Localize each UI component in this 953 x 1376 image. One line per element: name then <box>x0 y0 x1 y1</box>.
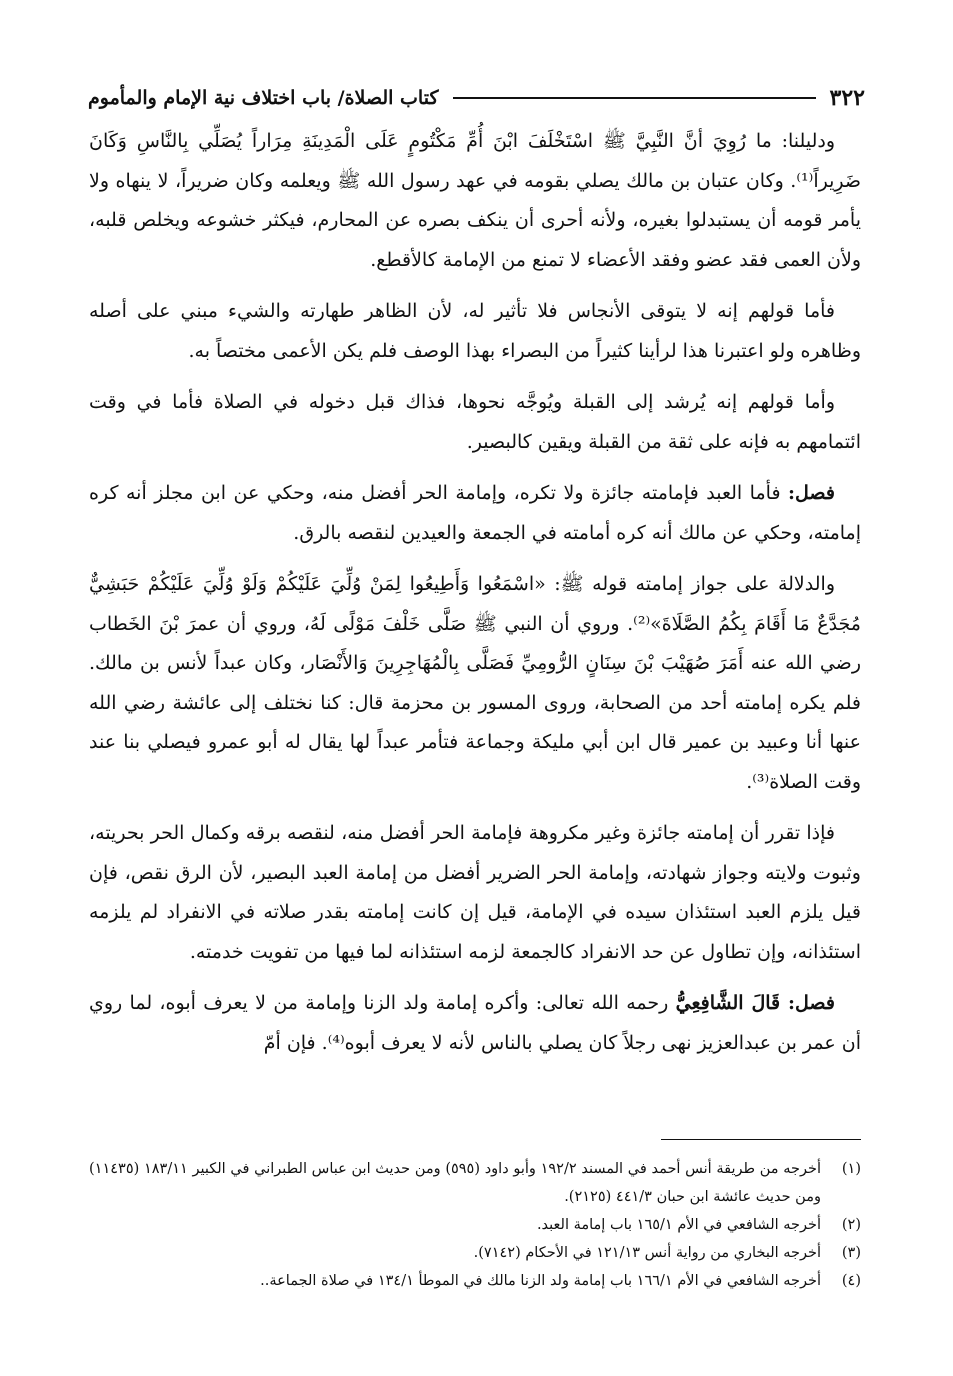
page-header <box>88 78 865 118</box>
paragraph: والدلالة على جواز إمامته قوله ﷺ: «اسْمَعُوا وَأَطِيعُوا لِمَنْ وُلِّيَ عَلَيْكُمْ وَلَوْ وُلِّيَ عَلَيْكُمْ حَبَشِيٌّ مُجَدَّعٌ مَا أَقَامَ بِكُمُ الصَّلَاةَ»⁽²⁾. وروي أن النبي ﷺ صَلَّى خَلْفَ مَوْلًى لَهُ، وروي أن عمرَ بْنَ الخَطاب رضي الله عنه أَمَرَ صُهَيْبَ بْنَ سِنَانٍ الرُّومِيِّ فَصَلَّى بِالْمُهَاجِرِينَ وَالأَنْصَار، وكان عبداً لأنس بن مالك. فلم يكره إمامته أحد من الصحابة، وروى المسور بن محزمة قال: كنا نختلف إلى عائشة رضي الله عنها أنا وعبيد بن عمير قال ابن أبي مليكة وجماعة فتأمر عبداً لها يقال له أبو عمرو فيصلي بنا عند وقت الصلاة⁽³⁾. <box>89 573 861 793</box>
main-text <box>89 122 861 1075</box>
running-title: كتاب الصلاة/ باب اختلاف نية الإمام والمأموم <box>88 87 439 109</box>
section-label: فصل: <box>788 482 835 504</box>
section-paragraph: فصل: فأما العبد فإمامته جائزة ولا تكره، وإمامة الحر أفضل منه، وحكي عن ابن مجلز أنه كره إمامته، وحكي عن مالك أنه كره أمامته في الجمعة والعيدين لنقصه بالرق. <box>89 482 861 544</box>
footnote-separator <box>661 1139 861 1140</box>
section-label: فصل: <box>788 992 835 1014</box>
paragraph: ودليلنا: ما رُوِيَ أنَّ النَّبِيَّ ﷺ اسْتَخْلَفَ ابْنَ أُمِّ مَكْتُومٍ عَلَى الْمَدِينَةِ مِرَاراً يُصَلِّي بِالنَّاسِ وَكَانَ ضَرِيراً⁽¹⁾. وكان عتبان بن مالك يصلي بقومه في عهد رسول الله ﷺ ويعلمه وكان ضريراً، لا ينهاه ولا يأمر قومه أن يستبدلوا بغيره، ولأنه أحرى أن ينكف بصره عن المحارم، فيكثر خشوعه ويخلص قلبه، ولأن العمى فقد عضو وفقد الأعضاء لا تمنع من الإمامة كالأقطع. <box>89 130 861 271</box>
header-rule <box>453 97 816 99</box>
footnote: (٣) أخرجه البخاري من رواية أنس ١٢١/١٣ في الأحكام (٧١٤٢). <box>473 1245 861 1261</box>
section-paragraph: فصل: قَالَ الشَّافِعِيُّ رحمه الله تعالى: وأكره إمامة ولد الزنا وإمامة من لا يعرف أبوه، لما روي أن عمر بن عبدالعزيز نهى رجلاً كان يصلي بالناس لأنه لا يعرف أبوه⁽⁴⁾. فإن أمّ <box>89 992 861 1054</box>
footnote: (٢) أخرجه الشافعي في الأم ١٦٥/١ باب إمامة العبد. <box>536 1217 861 1233</box>
paragraph: فإذا تقرر أن إمامته جائزة وغير مكروهة فإمامة الحر أفضل منه، لنقصه برقه وكمال الحر بحريته، وثبوت ولايته وجواز شهادته، وإمامة الحر الضرير أفضل من إمامة العبد البصير، لأن الرق نقص، فإن قيل يلزم العبد استئذان سيده في الإمامة، قيل إن كانت إمامته بقدر صلاته في الانفراد لم يلزمه استئذانه، وإن تطاول عن حد الانفراد كالجمعة لزمه استئذانه لما فيها من تفويت خدمته. <box>89 822 861 963</box>
footnotes <box>89 1155 861 1295</box>
author-name: قَالَ الشَّافِعِيُّ <box>675 992 789 1014</box>
footnote: (٤) أخرجه الشافعي في الأم ١٦٦/١ باب إمامة ولد الزنا مالك في الموطأ ١٣٤/١ في صلاة الجماعة.. <box>260 1273 861 1289</box>
footnote: (١) أخرجه من طريقة أنس أحمد في المسند ١٩٢/٢ وأبو داود (٥٩٥) ومن حديث ابن عباس الطبراني في الكبير ١٨٣/١١ (١١٤٣٥) ومن حديث عائشة ابن حبان ٤٤١/٣ (٢١٢٥). <box>89 1161 861 1205</box>
page-number: ٣٢٢ <box>829 85 865 111</box>
paragraph: فأما قولهم إنه لا يتوقى الأنجاس فلا تأثير له، لأن الظاهر طهارته والشيء مبني على أصله وظاهره ولو اعتبرنا هذا لرأينا كثيراً من البصراء بهذا الوصف فلم يكن الأعمى مختصاً به. <box>89 300 861 362</box>
paragraph: وأما قولهم إنه يُرشد إلى القبلة ويُوجَّه نحوها، فذاك قبل دخوله في الصلاة فأما في وقت ائتمامهم به فإنه على ثقة من القبلة ويقين كالبصير. <box>89 391 861 453</box>
